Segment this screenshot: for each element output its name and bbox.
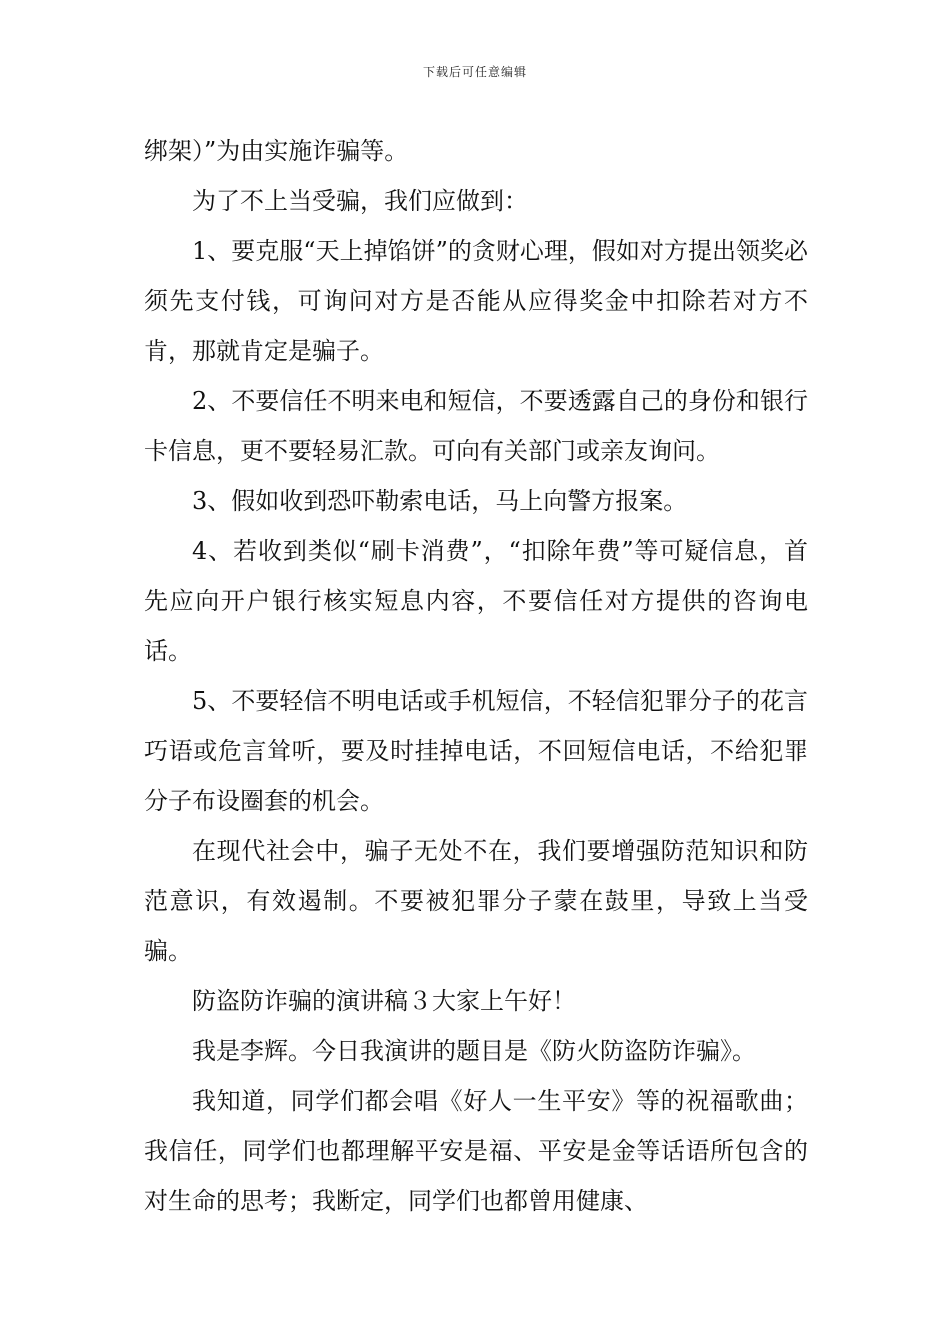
paragraph-7: 5、不要轻信不明电话或手机短信，不轻信犯罪分子的花言巧语或危言耸听，要及时挂掉电话，不回短信电话，不给犯罪分子布设圈套的机会。 bbox=[144, 687, 808, 815]
page-header-note: 下载后可任意编辑 bbox=[422, 65, 527, 79]
paragraph-4: 2、不要信任不明来电和短信，不要透露自己的身份和银行卡信息，更不要轻易汇款。可向有关部门或亲友询问。 bbox=[144, 387, 808, 465]
paragraph-3: 1、要克服“天上掉馅饼”的贪财心理，假如对方提出领奖必须先支付钱，可询问对方是否能从应得奖金中扣除若对方不肯，那就肯定是骗子。 bbox=[144, 237, 808, 365]
paragraph-8: 在现代社会中，骗子无处不在，我们要增强防范知识和防范意识，有效遏制。不要被犯罪分子蒙在鼓里，导致上当受骗。 bbox=[144, 837, 808, 965]
paragraph-10: 我是李辉。今日我演讲的题目是《防火防盗防诈骗》。 bbox=[192, 1037, 756, 1065]
paragraph-1: 绑架）”为由实施诈骗等。 bbox=[144, 137, 409, 165]
paragraph-5: 3、假如收到恐吓勒索电话，马上向警方报案。 bbox=[192, 487, 688, 515]
document-body bbox=[144, 126, 808, 1226]
paragraph-9: 防盗防诈骗的演讲稿３大家上午好！ bbox=[192, 987, 576, 1015]
paragraph-2: 为了不上当受骗，我们应做到： bbox=[192, 187, 528, 215]
paragraph-6: 4、若收到类似“刷卡消费”，“扣除年费”等可疑信息，首先应向开户银行核实短息内容，不要信任对方提供的咨询电话。 bbox=[144, 537, 808, 665]
paragraph-11: 我知道，同学们都会唱《好人一生平安》等的祝福歌曲；我信任，同学们也都理解平安是福、平安是金等话语所包含的对生命的思考；我断定，同学们也都曾用健康、 bbox=[144, 1087, 808, 1215]
